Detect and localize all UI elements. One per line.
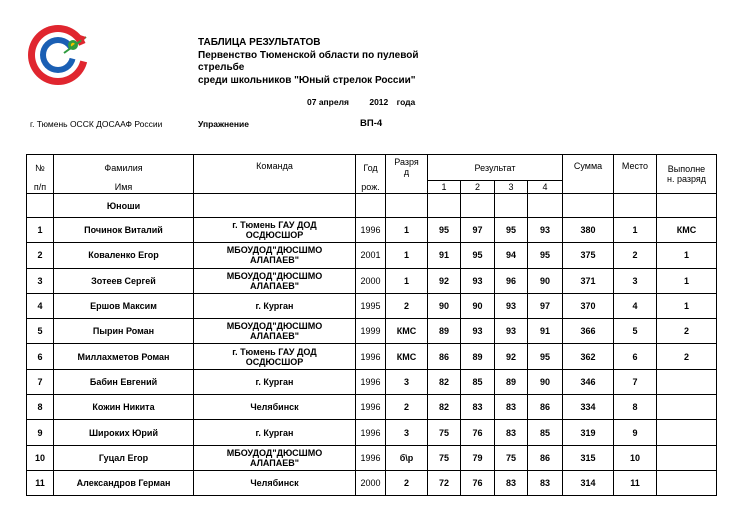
- achieved-rank: 1: [657, 268, 717, 293]
- rank: 3: [386, 369, 428, 394]
- team-name: МБОУДОД"ДЮСШМО АЛАПАЕВ": [194, 268, 356, 293]
- series-3-score: 83: [495, 395, 528, 420]
- rank: 1: [386, 218, 428, 243]
- series-4-score: 86: [528, 395, 563, 420]
- achieved-rank: [657, 445, 717, 470]
- rank: б\р: [386, 445, 428, 470]
- birth-year: 2000: [356, 470, 386, 495]
- col-year-subheader: рож.: [356, 181, 386, 194]
- achieved-rank: [657, 395, 717, 420]
- total-score: 314: [563, 470, 614, 495]
- series-3-score: 83: [495, 420, 528, 445]
- team-name: г. Курган: [194, 293, 356, 318]
- document-title: ТАБЛИЦА РЕЗУЛЬТАТОВ Первенство Тюменской области по пулевой стрельбе среди школьников "Юный стрелок России": [198, 37, 419, 86]
- series-4-score: 83: [528, 470, 563, 495]
- rank: 2: [386, 395, 428, 420]
- series-1-score: 82: [428, 395, 461, 420]
- total-score: 362: [563, 344, 614, 369]
- exercise-label: Упражнение: [198, 119, 249, 129]
- birth-year: 1999: [356, 319, 386, 344]
- col-year-header: Год: [356, 155, 386, 181]
- series-2-score: 95: [461, 243, 495, 268]
- series-4-score: 91: [528, 319, 563, 344]
- rank: 1: [386, 243, 428, 268]
- series-1-score: 72: [428, 470, 461, 495]
- series-1-score: 90: [428, 293, 461, 318]
- athlete-name: Миллахметов Роман: [54, 344, 194, 369]
- rank: 2: [386, 293, 428, 318]
- place: 7: [614, 369, 657, 394]
- col-place-header: Место: [614, 155, 657, 194]
- achieved-rank: 2: [657, 344, 717, 369]
- place: 4: [614, 293, 657, 318]
- total-score: 371: [563, 268, 614, 293]
- achieved-rank: 1: [657, 293, 717, 318]
- athlete-name: Гуцал Егор: [54, 445, 194, 470]
- achieved-rank: 2: [657, 319, 717, 344]
- place: 2: [614, 243, 657, 268]
- series-3-score: 75: [495, 445, 528, 470]
- series-header: 1: [428, 181, 461, 194]
- birth-year: 1996: [356, 395, 386, 420]
- table-row: [27, 470, 717, 495]
- col-no-header: №: [27, 155, 54, 181]
- achieved-rank: [657, 420, 717, 445]
- location-org: г. Тюмень ОССК ДОСААФ России: [30, 119, 163, 129]
- row-no: 6: [27, 344, 54, 369]
- table-row: [27, 395, 717, 420]
- team-name: г. Курган: [194, 369, 356, 394]
- athlete-name: Зотеев Сергей: [54, 268, 194, 293]
- series-2-score: 79: [461, 445, 495, 470]
- series-4-score: 85: [528, 420, 563, 445]
- birth-year: 1996: [356, 344, 386, 369]
- achieved-rank: 1: [657, 243, 717, 268]
- total-score: 334: [563, 395, 614, 420]
- rank: 1: [386, 268, 428, 293]
- team-name: Челябинск: [194, 395, 356, 420]
- total-score: 370: [563, 293, 614, 318]
- series-4-score: 95: [528, 344, 563, 369]
- col-result-header: Результат: [428, 155, 563, 181]
- series-3-score: 92: [495, 344, 528, 369]
- exercise-value: ВП-4: [360, 118, 383, 129]
- achieved-rank: [657, 470, 717, 495]
- table-row: [27, 319, 717, 344]
- team-name: МБОУДОД"ДЮСШМО АЛАПАЕВ": [194, 319, 356, 344]
- group-label: Юноши: [54, 194, 194, 218]
- series-3-score: 93: [495, 293, 528, 318]
- series-1-score: 89: [428, 319, 461, 344]
- series-1-score: 86: [428, 344, 461, 369]
- table-row: [27, 293, 717, 318]
- athlete-name: Пырин Роман: [54, 319, 194, 344]
- col-sum-header: Сумма: [563, 155, 614, 194]
- row-no: 5: [27, 319, 54, 344]
- athlete-name: Починок Виталий: [54, 218, 194, 243]
- team-name: г. Тюмень ГАУ ДОД ОСДЮСШОР: [194, 344, 356, 369]
- table-row: [27, 243, 717, 268]
- series-2-score: 76: [461, 420, 495, 445]
- series-4-score: 97: [528, 293, 563, 318]
- series-4-score: 90: [528, 369, 563, 394]
- rank: КМС: [386, 344, 428, 369]
- birth-year: 2000: [356, 268, 386, 293]
- row-no: 11: [27, 470, 54, 495]
- results-table: [26, 154, 717, 496]
- series-1-score: 91: [428, 243, 461, 268]
- athlete-name: Кожин Никита: [54, 395, 194, 420]
- row-no: 4: [27, 293, 54, 318]
- series-4-score: 95: [528, 243, 563, 268]
- col-team-header: Команда: [194, 155, 356, 194]
- series-header: 2: [461, 181, 495, 194]
- col-rank-header: Разря д: [386, 155, 428, 194]
- athlete-name: Ершов Максим: [54, 293, 194, 318]
- table-row: [27, 344, 717, 369]
- table-row: [27, 218, 717, 243]
- competition-date: 07 апреля 2012 года: [307, 97, 416, 107]
- series-2-score: 97: [461, 218, 495, 243]
- rank: 3: [386, 420, 428, 445]
- place: 5: [614, 319, 657, 344]
- series-2-score: 89: [461, 344, 495, 369]
- col-no-subheader: п/п: [27, 181, 54, 194]
- achieved-rank: [657, 369, 717, 394]
- total-score: 346: [563, 369, 614, 394]
- total-score: 319: [563, 420, 614, 445]
- row-no: 7: [27, 369, 54, 394]
- team-name: МБОУДОД"ДЮСШМО АЛАПАЕВ": [194, 445, 356, 470]
- team-name: г. Курган: [194, 420, 356, 445]
- team-name: г. Тюмень ГАУ ДОД ОСДЮСШОР: [194, 218, 356, 243]
- series-4-score: 86: [528, 445, 563, 470]
- series-2-score: 83: [461, 395, 495, 420]
- athlete-name: Бабин Евгений: [54, 369, 194, 394]
- birth-year: 1995: [356, 293, 386, 318]
- series-2-score: 90: [461, 293, 495, 318]
- birth-year: 1996: [356, 420, 386, 445]
- col-surname-header: Фамилия: [54, 155, 194, 181]
- table-row: [27, 268, 717, 293]
- table-row: [27, 420, 717, 445]
- birth-year: 1996: [356, 218, 386, 243]
- table-row: [27, 369, 717, 394]
- series-3-score: 95: [495, 218, 528, 243]
- athlete-name: Александров Герман: [54, 470, 194, 495]
- series-4-score: 90: [528, 268, 563, 293]
- col-done-header: Выполне н. разряд: [657, 155, 717, 194]
- series-2-score: 93: [461, 319, 495, 344]
- place: 8: [614, 395, 657, 420]
- row-no: 10: [27, 445, 54, 470]
- series-2-score: 85: [461, 369, 495, 394]
- series-4-score: 93: [528, 218, 563, 243]
- series-2-score: 76: [461, 470, 495, 495]
- place: 10: [614, 445, 657, 470]
- series-3-score: 83: [495, 470, 528, 495]
- series-3-score: 89: [495, 369, 528, 394]
- series-2-score: 93: [461, 268, 495, 293]
- series-1-score: 92: [428, 268, 461, 293]
- series-1-score: 82: [428, 369, 461, 394]
- birth-year: 1996: [356, 445, 386, 470]
- series-1-score: 75: [428, 420, 461, 445]
- row-no: 1: [27, 218, 54, 243]
- row-no: 8: [27, 395, 54, 420]
- series-3-score: 96: [495, 268, 528, 293]
- team-name: МБОУДОД"ДЮСШМО АЛАПАЕВ": [194, 243, 356, 268]
- target-logo-icon: [26, 23, 90, 87]
- col-firstname-subheader: Имя: [54, 181, 194, 194]
- series-header: 4: [528, 181, 563, 194]
- athlete-name: Коваленко Егор: [54, 243, 194, 268]
- group-no-cell: [27, 194, 54, 218]
- team-name: Челябинск: [194, 470, 356, 495]
- achieved-rank: КМС: [657, 218, 717, 243]
- total-score: 375: [563, 243, 614, 268]
- row-no: 2: [27, 243, 54, 268]
- rank: КМС: [386, 319, 428, 344]
- series-header: 3: [495, 181, 528, 194]
- birth-year: 1996: [356, 369, 386, 394]
- rank: 2: [386, 470, 428, 495]
- athlete-name: Широких Юрий: [54, 420, 194, 445]
- series-3-score: 93: [495, 319, 528, 344]
- place: 11: [614, 470, 657, 495]
- place: 1: [614, 218, 657, 243]
- row-no: 3: [27, 268, 54, 293]
- row-no: 9: [27, 420, 54, 445]
- place: 9: [614, 420, 657, 445]
- series-3-score: 94: [495, 243, 528, 268]
- place: 3: [614, 268, 657, 293]
- total-score: 315: [563, 445, 614, 470]
- series-1-score: 95: [428, 218, 461, 243]
- total-score: 380: [563, 218, 614, 243]
- table-row: [27, 445, 717, 470]
- place: 6: [614, 344, 657, 369]
- series-1-score: 75: [428, 445, 461, 470]
- birth-year: 2001: [356, 243, 386, 268]
- total-score: 366: [563, 319, 614, 344]
